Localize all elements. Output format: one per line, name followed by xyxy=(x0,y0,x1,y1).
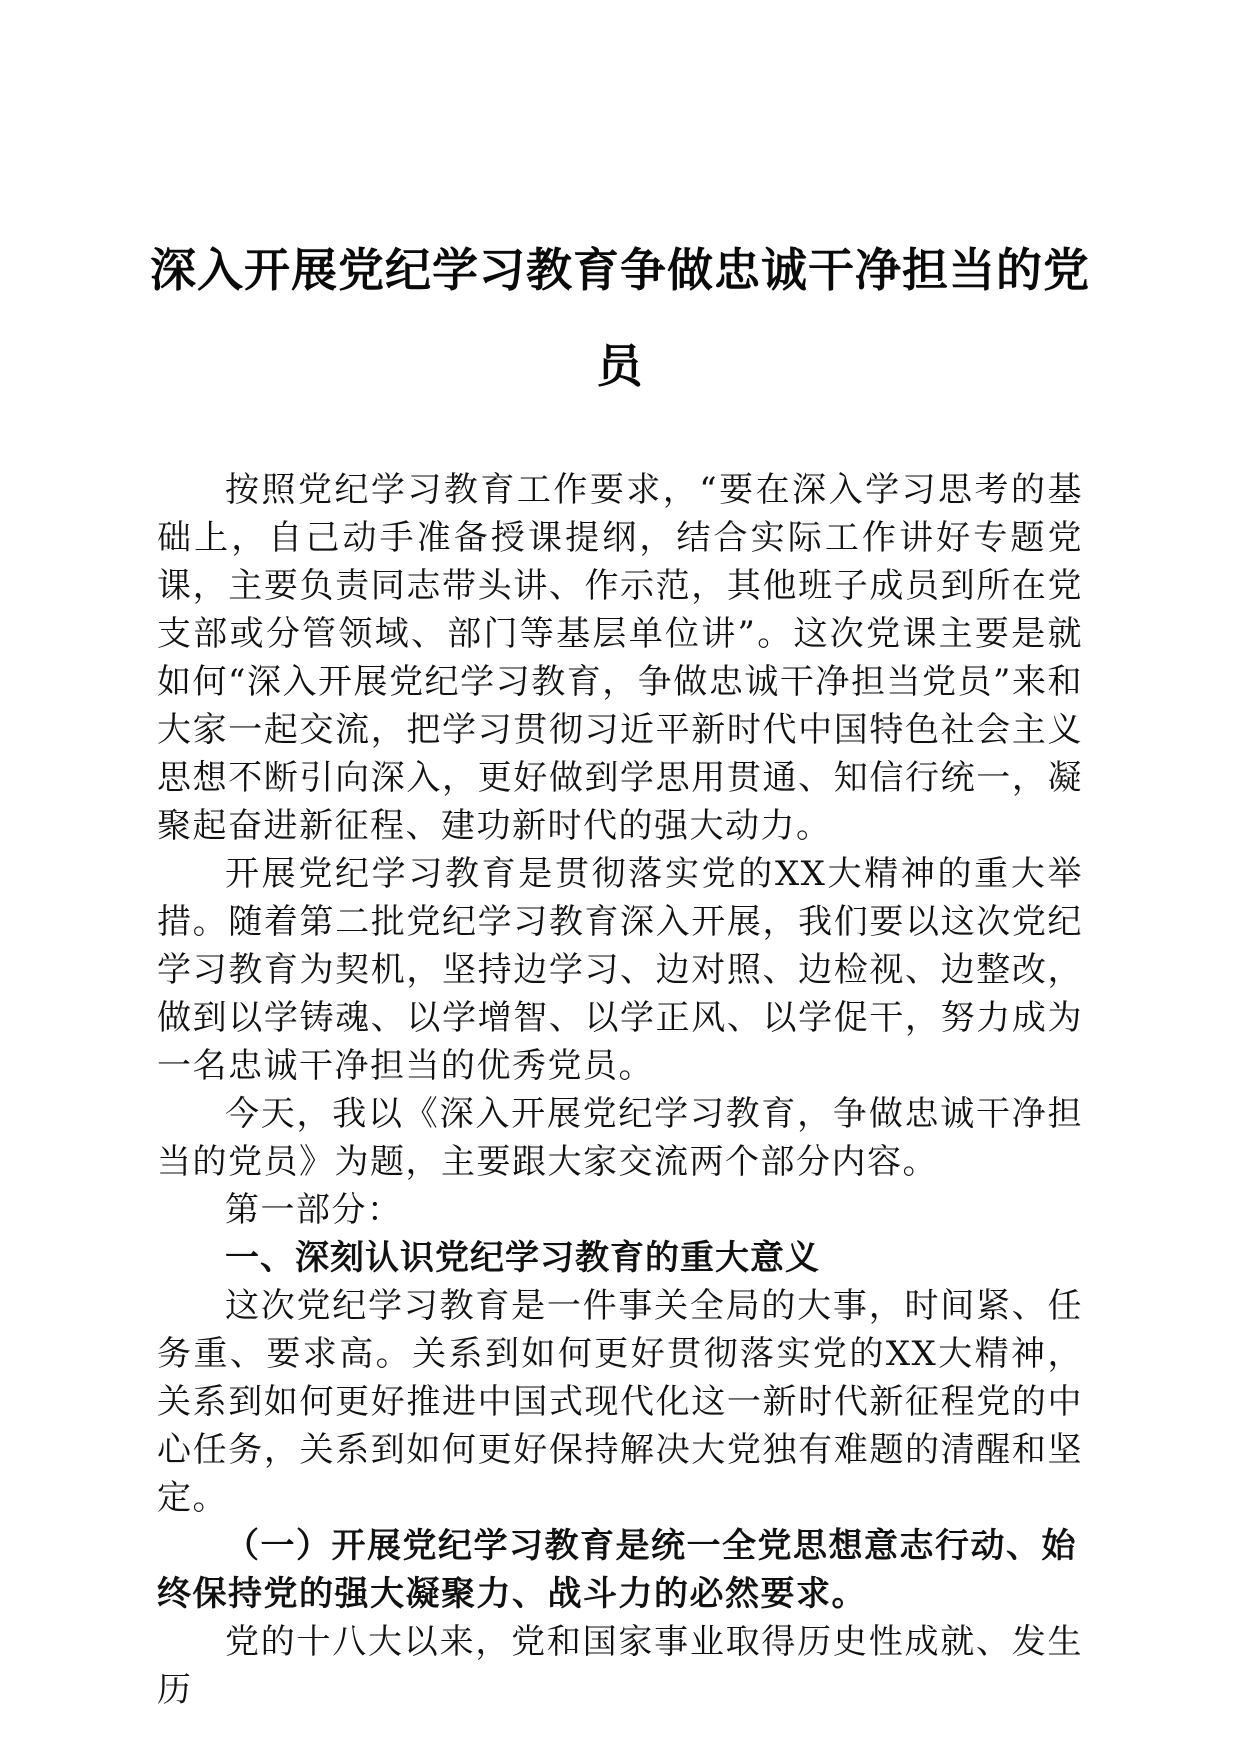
paragraph-4: 第一部分： xyxy=(225,1190,403,1230)
paragraph-5: 这次党纪学习教育是一件事关全局的大事，时间紧、任务重、要求高。关系到如何更好贯彻落实党的XX大精神，关系到如何更好推进中国式现代化这一新时代新征程党的中心任务，关系到如何更好保持解决大党独有难题的清醒和坚定。 xyxy=(157,1286,1083,1518)
paragraph-2: 开展党纪学习教育是贯彻落实党的XX大精神的重大举措。随着第二批党纪学习教育深入开展，我们要以这次党纪学习教育为契机，坚持边学习、边对照、边检视、边整改，做到以学铸魂、以学增智、以学正风、以学促干，努力成为一名忠诚干净担当的优秀党员。 xyxy=(157,854,1083,1086)
document-title: 深入开展党纪学习教育争做忠诚干净担当的党员 xyxy=(150,243,1090,393)
subsection-heading-1: （一）开展党纪学习教育是统一全党思想意志行动、始终保持党的强大凝聚力、战斗力的必然要求。 xyxy=(157,1526,1077,1614)
section-heading-1: 一、深刻认识党纪学习教育的重大意义 xyxy=(225,1238,820,1278)
paragraph-6: 党的十八大以来，党和国家事业取得历史性成就、发生历 xyxy=(157,1622,1083,1710)
paragraph-3: 今天，我以《深入开展党纪学习教育，争做忠诚干净担当的党员》为题，主要跟大家交流两个部分内容。 xyxy=(157,1094,1083,1182)
paragraph-1: 按照党纪学习教育工作要求，“要在深入学习思考的基础上，自己动手准备授课提纲，结合实际工作讲好专题党课，主要负责同志带头讲、作示范，其他班子成员到所在党支部或分管领域、部门等基层单位讲”。这次党课主要是就如何“深入开展党纪学习教育，争做忠诚干净担当党员”来和大家一起交流，把学习贯彻习近平新时代中国特色社会主义思想不断引向深入，更好做到学思用贯通、知信行统一，凝聚起奋进新征程、建功新时代的强大动力。 xyxy=(157,470,1083,846)
document-body xyxy=(157,466,1083,1714)
